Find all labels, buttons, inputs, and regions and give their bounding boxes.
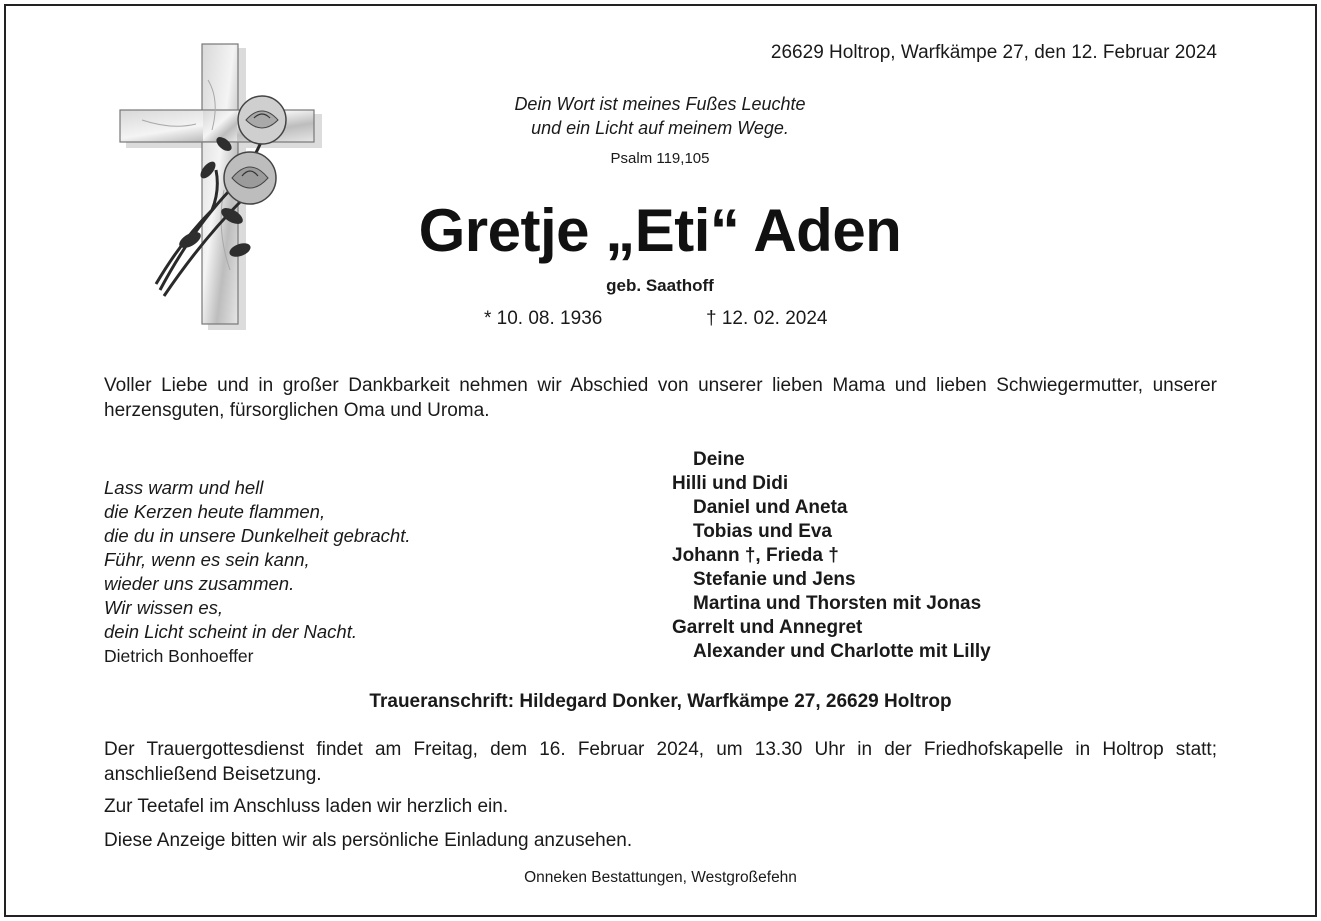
place-date: 26629 Holtrop, Warfkämpe 27, den 12. Februar 2024	[770, 42, 1217, 63]
poem-line: Führ, wenn es sein kann,	[104, 549, 310, 570]
family-member-row: Alexander und Charlotte mit Lilly	[693, 641, 991, 662]
poem-author: Dietrich Bonhoeffer	[104, 646, 254, 666]
rose-upper	[238, 96, 286, 144]
funeral-home: Onneken Bestattungen, Westgroßefehn	[524, 869, 797, 886]
poem-line: Lass warm und hell	[104, 477, 264, 498]
poem-line: die Kerzen heute flammen,	[104, 501, 326, 522]
poem-line: Wir wissen es,	[104, 597, 224, 618]
family-list	[672, 448, 991, 664]
birth-date: * 10. 08. 1936	[484, 308, 603, 329]
family-member-row: Deine	[693, 449, 745, 470]
family-member-row: Daniel und Aneta	[693, 497, 848, 518]
poem	[104, 476, 410, 668]
family-member-row: Garrelt und Annegret	[672, 617, 863, 638]
farewell-text: Voller Liebe und in großer Dankbarkeit nehmen wir Abschied von unserer lieben Mama und lieben Schwiegermutter, unserer herzensguten, fürsorglichen Oma und Uroma.	[104, 375, 1217, 421]
rose-lower	[224, 152, 276, 204]
quote-line-1: Dein Wort ist meines Fußes Leuchte	[514, 94, 806, 114]
poem-line: wieder uns zusammen.	[104, 573, 295, 594]
family-member-row: Martina und Thorsten mit Jonas	[693, 593, 982, 614]
tea-text: Zur Teetafel im Anschluss laden wir herzlich ein.	[104, 796, 509, 817]
cross-with-roses-icon	[112, 40, 322, 330]
family-member-row: Stefanie und Jens	[693, 569, 856, 590]
quote-line-2: und ein Licht auf meinem Wege.	[531, 118, 789, 138]
death-date: † 12. 02. 2024	[706, 308, 828, 329]
quote-source: Psalm 119,105	[610, 150, 710, 167]
poem-line: dein Licht scheint in der Nacht.	[104, 621, 357, 642]
family-member-row: Hilli und Didi	[672, 473, 789, 494]
family-member-row: Tobias und Eva	[693, 521, 833, 542]
cross-with-roses-graphic	[112, 40, 322, 330]
mourning-address: Traueranschrift: Hildegard Donker, Warfkämpe 27, 26629 Holtrop	[369, 691, 952, 712]
service-text: Der Trauergottesdienst findet am Freitag, dem 16. Februar 2024, um 13.30 Uhr in der Friedhofskapelle in Holtrop statt; anschließend Beisetzung.	[104, 739, 1217, 785]
poem-line: die du in unsere Dunkelheit gebracht.	[104, 525, 411, 546]
invitation-text: Diese Anzeige bitten wir als persönliche Einladung anzusehen.	[104, 830, 633, 851]
maiden-name: geb. Saathoff	[606, 276, 714, 295]
family-member-row: Johann †, Frieda †	[672, 545, 839, 566]
deceased-name: Gretje „Eti“ Aden	[418, 197, 902, 264]
bible-quote	[410, 92, 910, 140]
